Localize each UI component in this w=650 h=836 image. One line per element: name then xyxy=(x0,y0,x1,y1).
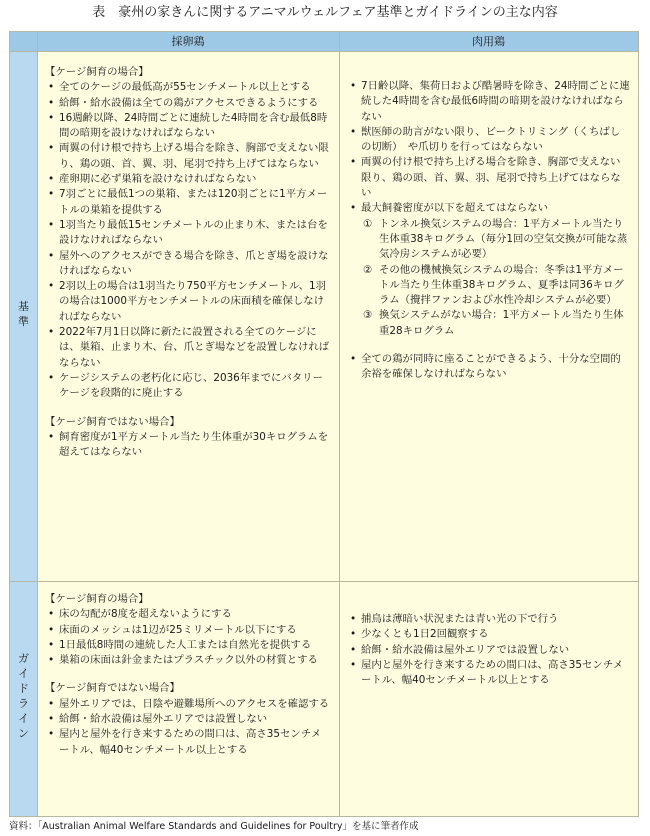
guidelines-layer-cell xyxy=(37,581,339,816)
guidelines-layer-cage-heading: 【ケージ飼育の場合】 xyxy=(45,593,149,605)
welfare-table xyxy=(9,31,639,817)
standards-broiler-density-list xyxy=(347,217,630,339)
list-item: • 屋外エリアでは、日陰や避難場所へのアクセスを確認する xyxy=(45,697,331,712)
standards-broiler-content xyxy=(347,79,630,383)
grid-line xyxy=(339,32,340,816)
header-layer-label: 採卵鶏 xyxy=(171,35,205,48)
list-item: • 1日最低8時間の連続した人工または自然光を提供する xyxy=(45,638,331,653)
list-item: • 巣箱の床面は針金またはプラスチック以外の材質とする xyxy=(45,653,331,668)
standards-layer-cell xyxy=(37,51,339,581)
list-item: • 屋外へのアクセスができる場合を除き、爪とぎ場を設けなければならない xyxy=(45,249,331,280)
standards-broiler-list xyxy=(347,79,630,217)
row-label-guidelines: ガイドライン xyxy=(18,652,29,740)
row-label-guidelines-cell xyxy=(10,581,37,816)
header-broiler-label: 肉用鶏 xyxy=(472,35,505,48)
guidelines-broiler-list xyxy=(347,612,630,688)
list-item: • 捕鳥は薄暗い状況または青い光の下で行う xyxy=(347,612,630,627)
grid-line xyxy=(10,51,638,52)
header-layer-cell xyxy=(37,32,339,51)
list-item: • 床の勾配が8度を超えないようにする xyxy=(45,607,331,622)
list-item: • 両翼の付け根で持ち上げる場合を除き、胸部で支えない限り、鶏の頭、首、翼、羽、尾羽で持ち上げてはならない xyxy=(45,141,331,172)
grid-line xyxy=(37,32,38,816)
list-item: • 全ての鶏が同時に座ることができるよう、十分な空間的余裕を確保しなければならない xyxy=(347,352,630,383)
density-item: ① トンネル換気システムの場合：1平方メートル当たり生体重38キログラム（毎分1回の空気交換が可能な蒸気冷房システムが必要） xyxy=(347,217,630,263)
list-item: • 産卵期に必ず巣箱を設けなければならない xyxy=(45,172,331,187)
list-item: • 飼育密度が1平方メートル当たり生体重が30キログラムを超えてはならない xyxy=(45,430,331,461)
row-label-standards: 基準 xyxy=(18,300,29,328)
guidelines-broiler-cell xyxy=(339,581,638,816)
header-corner-cell xyxy=(10,32,37,51)
standards-layer-noncage-list xyxy=(45,430,331,461)
list-item: • 屋内と屋外を行き来するための間口は、高さ35センチメートル、幅40センチメートル以上とする xyxy=(347,658,630,689)
row-label-standards-cell xyxy=(10,51,37,581)
list-item: • 両翼の付け根で持ち上げる場合を除き、胸部で支えない限り、鶏の頭、首、翼、羽、尾羽で持ち上げてはならない xyxy=(347,155,630,201)
list-item: • ケージシステムの老朽化に応じ、2036年までにバタリーケージを段階的に廃止する xyxy=(45,371,331,402)
header-broiler-cell xyxy=(339,32,638,51)
table-title: 表 豪州の家きんに関するアニマルウェルフェア基準とガイドラインの主な内容 xyxy=(92,5,558,20)
guidelines-broiler-content xyxy=(347,612,630,688)
standards-layer-content xyxy=(45,65,331,460)
guidelines-layer-cage-list xyxy=(45,607,331,668)
list-item: • 2羽以上の場合は1羽当たり750平方センチメートル、1羽の場合は1000平方センチメートルの床面積を確保しなければならない xyxy=(45,279,331,325)
list-item: • 給餌・給水設備は屋外エリアでは設置しない xyxy=(347,643,630,658)
list-item: • 全てのケージの最低高が55センチメートル以上とする xyxy=(45,80,331,95)
list-item: • 給餌・給水設備は屋外エリアでは設置しない xyxy=(45,712,331,727)
source-note: 資料：「Australian Animal Welfare Standards and Guidelines for Poultry」を基に筆者作成 xyxy=(9,821,419,832)
list-item: • 少なくとも1日2回観察する xyxy=(347,627,630,642)
list-item: • 屋内と屋外を行き来するための間口は、高さ35センチメートル、幅40センチメートル以上とする xyxy=(45,727,331,758)
list-item: • 給餌・給水設備は全ての鶏がアクセスできるようにする xyxy=(45,96,331,111)
density-item: ③ 換気システムがない場合：1平方メートル当たり生体重28キログラム xyxy=(347,308,630,339)
guidelines-layer-noncage-heading: 【ケージ飼育ではない場合】 xyxy=(45,682,180,695)
guidelines-layer-noncage-list xyxy=(45,697,331,758)
list-item: • 床面のメッシュは1辺が25ミリメートル以下にする xyxy=(45,623,331,638)
guidelines-layer-content xyxy=(45,592,331,758)
standards-layer-noncage-heading: 【ケージ飼育ではない場合】 xyxy=(45,415,180,428)
list-item: • 1羽当たり最低15センチメートルの止まり木、または台を設けなければならない xyxy=(45,218,331,249)
list-item: • 最大飼養密度が以下を超えてはならない xyxy=(347,201,630,216)
standards-broiler-list-2 xyxy=(347,352,630,383)
density-item: ② その他の機械換気システムの場合：冬季は1平方メートル当たり生体重38キログラム、夏季は同36キログラム（攪拌ファンおよび水性冷却システムが必要） xyxy=(347,263,630,309)
grid-line xyxy=(10,581,638,582)
list-item: • 獣医師の助言がない限り、ビークトリミング（くちばしの切断） や爪切りを行ってはならない xyxy=(347,125,630,156)
list-item: • 16週齢以降、24時間ごとに連続した4時間を含む最低8時間の暗期を設けなければならない xyxy=(45,111,331,142)
list-item: • 2022年7月1日以降に新たに設置される全てのケージには、巣箱、止まり木、台、爪とぎ場などを設置しなければならない xyxy=(45,325,331,371)
list-item: • 7羽ごとに最低1つの巣箱、または120羽ごとに1平方メートルの巣箱を提供する xyxy=(45,187,331,218)
standards-layer-cage-heading: 【ケージ飼育の場合】 xyxy=(45,66,149,78)
list-item: • 7日齢以降、集荷日および酷暑時を除き、24時間ごとに連続した4時間を含む最低6時間の暗期を設けなければならない xyxy=(347,79,630,125)
standards-layer-cage-list xyxy=(45,80,331,401)
standards-broiler-cell xyxy=(339,51,638,581)
